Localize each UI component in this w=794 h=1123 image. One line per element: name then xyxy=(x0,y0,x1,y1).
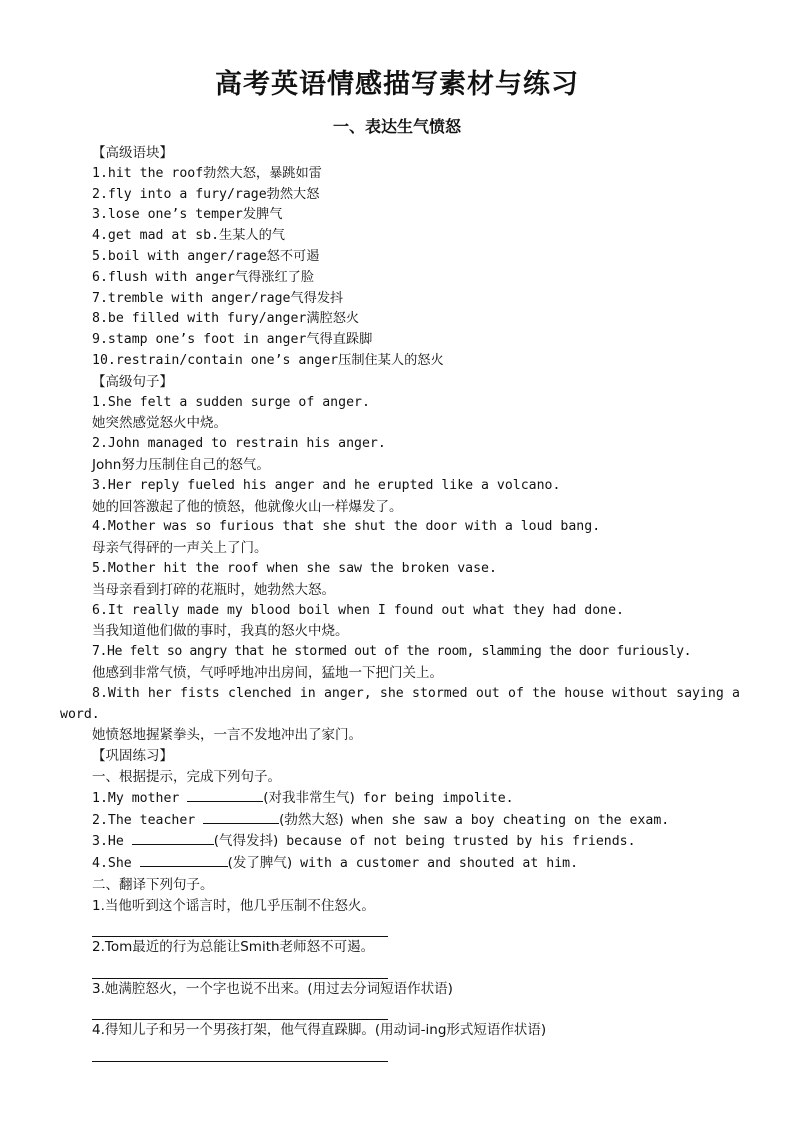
sentence-en: 4.Mother was so furious that she shut the door with a loud bang. xyxy=(92,519,601,535)
sentence-zh: 她突然感觉怒火中烧。 xyxy=(92,415,227,432)
worksheet-content xyxy=(60,143,740,1062)
phrase-item: 6.flush with anger气得涨红了脸 xyxy=(92,269,315,285)
item-text: with a customer and shouted at him. xyxy=(292,856,579,872)
phrases-heading: 【高级语块】 xyxy=(92,145,173,161)
sentence-zh: 她的回答激起了他的愤怒，他就像火山一样爆发了。 xyxy=(92,498,403,515)
phrase-item: 5.boil with anger/rage怒不可遏 xyxy=(92,248,320,264)
phrase-item: 9.stamp one’s foot in anger气得直跺脚 xyxy=(92,332,373,348)
fill-blank-item xyxy=(60,810,740,832)
sentence-en: 1.She felt a sudden surge of anger. xyxy=(92,394,370,410)
fill-blank[interactable] xyxy=(187,788,263,802)
translate-item: 2.Tom最近的行为总能让Smith老师怒不可遏。 xyxy=(92,939,375,956)
sentence-zh: 她愤怒地握紧拳头，一言不发地冲出了家门。 xyxy=(92,727,362,744)
fill-blank[interactable] xyxy=(203,810,279,824)
sentence-zh: 当母亲看到打碎的花瓶时，她勃然大怒。 xyxy=(92,581,335,598)
sentence-en: 5.Mother hit the roof when she saw the broken vase. xyxy=(92,560,497,576)
item-text: because of not being trusted by his friends. xyxy=(278,834,636,850)
sentence-zh: John努力压制住自己的怒气。 xyxy=(92,456,270,473)
phrase-item: 4.get mad at sb.生某人的气 xyxy=(92,228,285,244)
phrase-item: 1.hit the roof勃然大怒，暴跳如雷 xyxy=(92,165,322,181)
translate-item: 1.当他听到这个谣言时，他几乎压制不住怒火。 xyxy=(92,897,375,914)
item-hint: (勃然大怒) xyxy=(279,811,344,828)
sentences-heading: 【高级句子】 xyxy=(92,373,173,390)
translate-item: 3.她满腔怒火，一个字也说不出来。(用过去分词短语作状语) xyxy=(92,980,453,997)
phrase-item: 8.be filled with fury/anger满腔怒火 xyxy=(92,311,360,327)
section-title: 一、表达生气愤怒 xyxy=(332,117,461,136)
translate-item: 4.得知儿子和另一个男孩打架，他气得直跺脚。(用动词-ing形式短语作状语) xyxy=(92,1022,547,1039)
fill-blank[interactable] xyxy=(132,831,214,845)
phrase-item: 10.restrain/contain one’s anger压制住某人的怒火 xyxy=(92,352,444,368)
sentence-en: 2.John managed to restrain his anger. xyxy=(92,436,386,452)
part2-title: 二、翻译下列句子。 xyxy=(92,876,214,893)
part1-title: 一、根据提示，完成下列句子。 xyxy=(92,768,281,785)
answer-line[interactable] xyxy=(92,958,388,979)
sentence-en: 8.With her fists clenched in anger, she stormed out of the house without saying a word. xyxy=(60,685,740,722)
fill-blank-item xyxy=(60,788,740,810)
phrase-item: 2.fly into a fury/rage勃然大怒 xyxy=(92,186,320,202)
item-text: 1.My mother xyxy=(92,790,188,806)
item-text: when she saw a boy cheating on the exam. xyxy=(343,812,670,828)
phrase-item: 7.tremble with anger/rage气得发抖 xyxy=(92,290,344,306)
phrase-item: 3.lose one’s temper发脾气 xyxy=(92,207,283,223)
item-hint: (气得发抖) xyxy=(213,833,279,850)
item-text: 2.The teacher xyxy=(92,812,204,828)
sentence-zh: 母亲气得砰的一声关上了门。 xyxy=(92,540,268,557)
answer-line[interactable] xyxy=(92,1041,388,1062)
sentence-en: 6.It really made my blood boil when I found out what they had done. xyxy=(92,602,624,618)
practice-heading: 【巩固练习】 xyxy=(92,748,173,765)
page-title: 高考英语情感描写素材与练习 xyxy=(215,69,579,100)
item-text: for being impolite. xyxy=(354,790,514,806)
sentence-en: 3.Her reply fueled his anger and he erupted like a volcano. xyxy=(92,477,561,493)
sentence-en: 7.He felt so angry that he stormed out of the room, slamming the door furiously. xyxy=(92,644,692,660)
fill-blank-item xyxy=(60,831,740,853)
item-text: 3.He xyxy=(92,834,132,850)
item-text: 4.She xyxy=(92,856,140,872)
sentence-zh: 他感到非常气愤，气呼呼地冲出房间，猛地一下把门关上。 xyxy=(92,664,443,681)
fill-blank[interactable] xyxy=(140,853,228,867)
item-hint: (对我非常生气) xyxy=(263,789,355,806)
sentence-zh: 当我知道他们做的事时，我真的怒火中烧。 xyxy=(92,623,349,640)
answer-line[interactable] xyxy=(92,1000,388,1021)
fill-blank-item xyxy=(60,853,740,875)
answer-line[interactable] xyxy=(92,916,388,937)
item-hint: (发了脾气) xyxy=(227,855,293,872)
